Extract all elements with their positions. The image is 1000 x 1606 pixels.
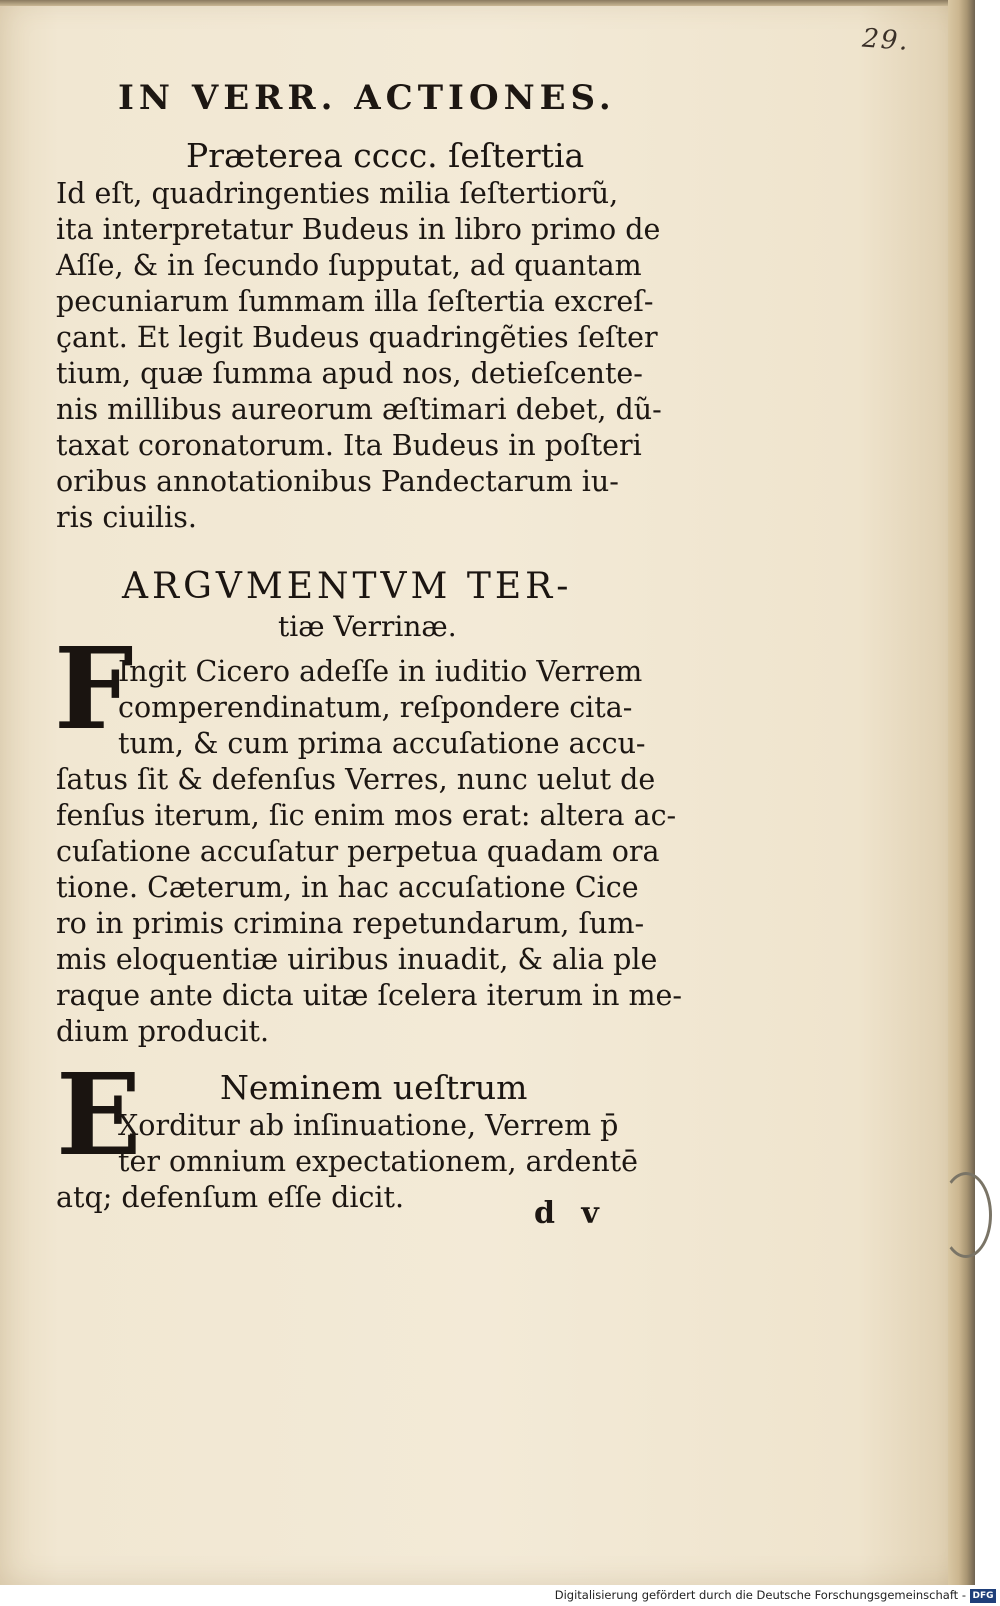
text-line: taxat coronatorum. Ita Budeus in poſteri	[56, 429, 642, 462]
text-line: Aſſe, & in ſecundo ſupputat, ad quantam	[56, 249, 642, 282]
binding-clasp-icon	[940, 1172, 992, 1258]
drop-cap-f: F	[54, 624, 134, 755]
text-line: oribus annotationibus Pandectarum iu-	[56, 465, 619, 498]
text-line: nis millibus aureorum æſtimari debet, dũ-	[56, 393, 662, 426]
text-line: Xorditur ab inſinuatione, Verrem p̄	[118, 1109, 619, 1142]
text-line: ris ciuilis.	[56, 501, 197, 534]
text-line: tum, & cum prima accuſatione accu-	[118, 727, 646, 760]
section-heading-neminem: Neminem ueſtrum	[220, 1068, 528, 1107]
running-head: IN VERR. ACTIONES.	[118, 78, 616, 118]
text-line: dium producit.	[56, 1015, 270, 1048]
text-line: ter omnium expectationem, ardentē	[118, 1145, 639, 1178]
text-line: ro in primis crimina repetundarum, ſum-	[56, 907, 645, 940]
text-line: ſatus ſit & defenſus Verres, nunc uelut de	[56, 763, 656, 796]
folio-number: 29.	[861, 23, 911, 57]
section-heading-argumentum: ARGVMENTVM TER-	[122, 566, 573, 607]
text-line: mis eloquentiæ uiribus inuadit, & alia ple	[56, 943, 658, 976]
dfg-logo-icon: DFG	[970, 1589, 996, 1603]
text-line: fenſus iterum, ſic enim mos erat: altera ac-	[56, 799, 677, 832]
text-line: Id eſt, quadringenties milia ſeſtertiorũ,	[56, 177, 619, 210]
text-line: atq; defenſum eſſe dicit.	[56, 1181, 405, 1214]
page-top-edge	[0, 0, 975, 6]
text-line: pecuniarum ſummam illa ſeſtertia excreſ-	[56, 285, 654, 318]
drop-cap-e: E	[56, 1050, 142, 1181]
text-line: comperendinatum, reſpondere cita-	[118, 691, 633, 724]
text-line: çant. Et legit Budeus quadringẽties ſeſter	[56, 321, 658, 354]
section-subheading-argumentum: tiæ Verrinæ.	[278, 610, 457, 643]
paragraph-praeterea	[56, 176, 686, 536]
text-line: tione. Cæterum, in hac accuſatione Cice	[56, 871, 639, 904]
digitization-credit: Digitalisierung gefördert durch die Deutsche Forschungsgemeinschaft -	[554, 1588, 966, 1602]
text-line: ita interpretatur Budeus in libro primo de	[56, 213, 661, 246]
text-line: cuſatione accuſatur perpetua quadam ora	[56, 835, 660, 868]
paragraph-argumentum	[56, 654, 686, 1050]
text-line: raque ante dicta uitæ ſcelera iterum in me-	[56, 979, 683, 1012]
section-heading-praeterea: Præterea cccc. ſeſtertia	[186, 136, 585, 175]
text-line: tium, quæ ſumma apud nos, detieſcente-	[56, 357, 643, 390]
page-right-edge	[948, 0, 975, 1585]
signature-mark: d v	[534, 1196, 607, 1231]
text-line: Ingit Cicero adeſſe in iuditio Verrem	[118, 655, 643, 688]
